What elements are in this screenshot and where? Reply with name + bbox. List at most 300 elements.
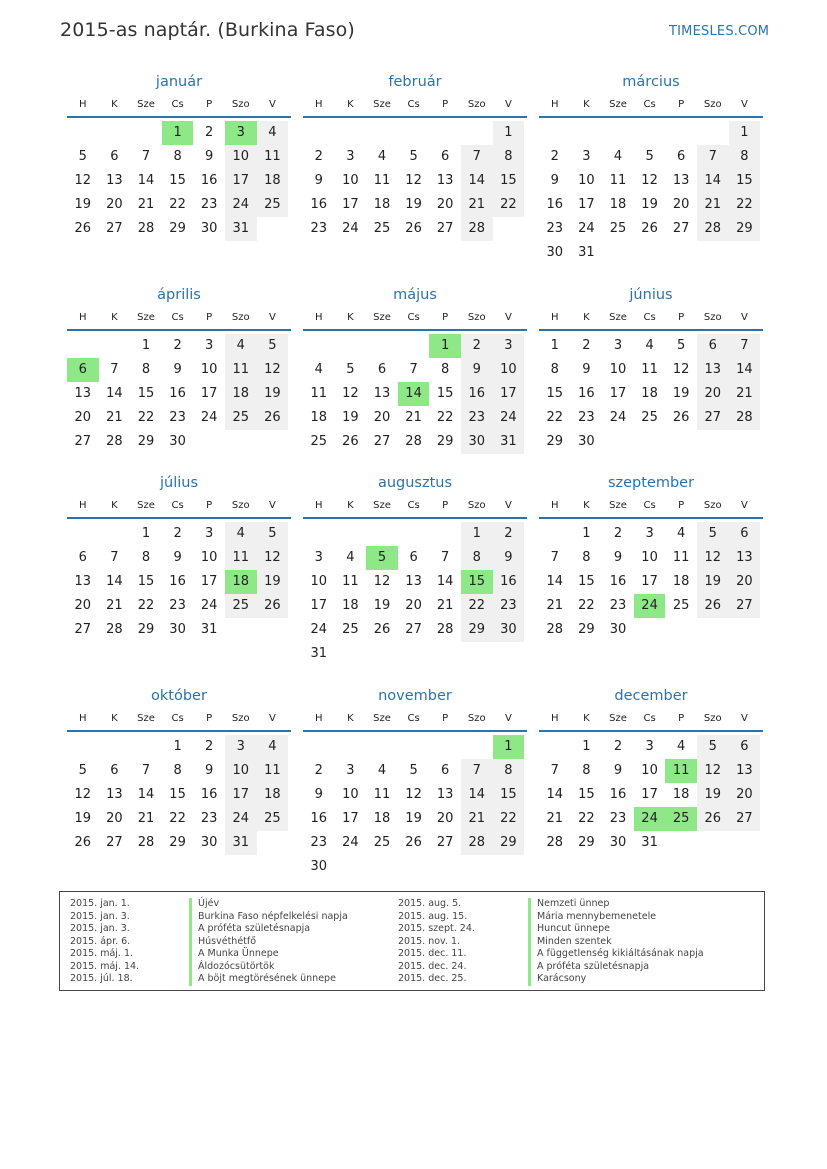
day-cell[interactable]: 18 bbox=[373, 811, 391, 826]
day-cell[interactable]: 23 bbox=[169, 598, 186, 613]
day-cell[interactable]: 29 bbox=[546, 434, 564, 449]
day-cell[interactable]: 24 bbox=[225, 193, 257, 217]
day-cell[interactable]: 26 bbox=[672, 410, 690, 425]
day-cell[interactable]: 18 bbox=[225, 570, 257, 594]
day-cell[interactable]: 8 bbox=[493, 759, 525, 783]
day-cell[interactable]: 3 bbox=[346, 763, 355, 778]
day-cell[interactable]: 3 bbox=[346, 149, 355, 164]
day-cell[interactable]: 10 bbox=[641, 763, 658, 778]
day-cell[interactable]: 20 bbox=[373, 410, 391, 425]
day-cell[interactable]: 14 bbox=[729, 358, 761, 382]
day-cell[interactable]: 10 bbox=[310, 574, 328, 589]
day-cell[interactable]: 13 bbox=[405, 574, 422, 589]
day-cell[interactable]: 28 bbox=[729, 406, 761, 430]
day-cell[interactable]: 15 bbox=[137, 574, 155, 589]
day-cell[interactable]: 26 bbox=[373, 622, 391, 637]
day-cell[interactable]: 11 bbox=[373, 787, 391, 802]
day-cell[interactable]: 1 bbox=[729, 121, 761, 145]
day-cell[interactable]: 11 bbox=[641, 362, 658, 377]
day-cell[interactable]: 15 bbox=[461, 570, 493, 594]
day-cell[interactable]: 20 bbox=[405, 598, 422, 613]
day-cell[interactable]: 30 bbox=[493, 618, 525, 642]
day-cell[interactable]: 31 bbox=[200, 622, 218, 637]
day-cell[interactable]: 30 bbox=[609, 622, 627, 637]
day-cell[interactable]: 5 bbox=[697, 522, 729, 546]
day-cell[interactable]: 10 bbox=[342, 173, 359, 188]
day-cell[interactable]: 16 bbox=[310, 197, 328, 212]
day-cell[interactable]: 6 bbox=[677, 149, 686, 164]
day-cell[interactable]: 3 bbox=[225, 735, 257, 759]
day-cell[interactable]: 27 bbox=[74, 622, 92, 637]
day-cell[interactable]: 2 bbox=[173, 526, 182, 541]
day-cell[interactable]: 16 bbox=[461, 382, 493, 406]
day-cell[interactable]: 26 bbox=[405, 835, 422, 850]
day-cell[interactable]: 31 bbox=[310, 646, 328, 661]
day-cell[interactable]: 19 bbox=[697, 783, 729, 807]
day-cell[interactable]: 6 bbox=[110, 149, 119, 164]
day-cell[interactable]: 18 bbox=[225, 382, 257, 406]
day-cell[interactable]: 16 bbox=[493, 570, 525, 594]
day-cell[interactable]: 22 bbox=[546, 410, 564, 425]
day-cell[interactable]: 27 bbox=[672, 221, 690, 236]
day-cell[interactable]: 12 bbox=[641, 173, 658, 188]
day-cell[interactable]: 8 bbox=[141, 550, 151, 565]
day-cell[interactable]: 3 bbox=[205, 338, 214, 353]
day-cell[interactable]: 21 bbox=[729, 382, 761, 406]
day-cell[interactable]: 15 bbox=[546, 386, 564, 401]
day-cell[interactable]: 11 bbox=[257, 145, 289, 169]
day-cell[interactable]: 20 bbox=[74, 410, 92, 425]
day-cell[interactable]: 7 bbox=[110, 550, 119, 565]
day-cell[interactable]: 28 bbox=[461, 831, 493, 855]
day-cell[interactable]: 17 bbox=[225, 169, 257, 193]
day-cell[interactable]: 16 bbox=[200, 787, 218, 802]
day-cell[interactable]: 7 bbox=[141, 149, 151, 164]
day-cell[interactable]: 19 bbox=[74, 197, 92, 212]
day-cell[interactable]: 18 bbox=[373, 197, 391, 212]
day-cell[interactable]: 17 bbox=[342, 811, 359, 826]
day-cell[interactable]: 22 bbox=[169, 811, 186, 826]
day-cell[interactable]: 14 bbox=[137, 787, 155, 802]
day-cell[interactable]: 10 bbox=[578, 173, 595, 188]
day-cell[interactable]: 22 bbox=[436, 410, 454, 425]
day-cell[interactable]: 8 bbox=[493, 145, 525, 169]
day-cell[interactable]: 25 bbox=[609, 221, 627, 236]
day-cell[interactable]: 13 bbox=[436, 173, 454, 188]
day-cell[interactable]: 5 bbox=[645, 149, 654, 164]
day-cell[interactable]: 13 bbox=[106, 787, 123, 802]
day-cell[interactable]: 14 bbox=[461, 169, 493, 193]
day-cell[interactable]: 13 bbox=[729, 759, 761, 783]
day-cell[interactable]: 26 bbox=[697, 594, 729, 618]
day-cell[interactable]: 31 bbox=[578, 245, 595, 260]
day-cell[interactable]: 11 bbox=[225, 358, 257, 382]
day-cell[interactable]: 9 bbox=[461, 358, 493, 382]
day-cell[interactable]: 1 bbox=[141, 338, 151, 353]
day-cell[interactable]: 21 bbox=[697, 193, 729, 217]
day-cell[interactable]: 20 bbox=[106, 811, 123, 826]
day-cell[interactable]: 27 bbox=[729, 594, 761, 618]
day-cell[interactable]: 13 bbox=[106, 173, 123, 188]
day-cell[interactable]: 24 bbox=[634, 807, 666, 831]
day-cell[interactable]: 1 bbox=[493, 735, 525, 759]
day-cell[interactable]: 15 bbox=[137, 386, 155, 401]
day-cell[interactable]: 27 bbox=[729, 807, 761, 831]
day-cell[interactable]: 27 bbox=[74, 434, 92, 449]
day-cell[interactable]: 8 bbox=[461, 546, 493, 570]
day-cell[interactable]: 4 bbox=[645, 338, 654, 353]
day-cell[interactable]: 10 bbox=[342, 787, 359, 802]
day-cell[interactable]: 12 bbox=[373, 574, 391, 589]
day-cell[interactable]: 22 bbox=[169, 197, 186, 212]
day-cell[interactable]: 2 bbox=[582, 338, 591, 353]
day-cell[interactable]: 11 bbox=[665, 759, 697, 783]
day-cell[interactable]: 20 bbox=[436, 197, 454, 212]
day-cell[interactable]: 6 bbox=[78, 550, 87, 565]
day-cell[interactable]: 13 bbox=[74, 574, 92, 589]
day-cell[interactable]: 15 bbox=[169, 173, 186, 188]
day-cell[interactable]: 30 bbox=[578, 434, 595, 449]
day-cell[interactable]: 26 bbox=[697, 807, 729, 831]
day-cell[interactable]: 17 bbox=[609, 386, 627, 401]
day-cell[interactable]: 10 bbox=[200, 550, 218, 565]
day-cell[interactable]: 28 bbox=[546, 835, 564, 850]
day-cell[interactable]: 19 bbox=[405, 197, 422, 212]
day-cell[interactable]: 15 bbox=[436, 386, 454, 401]
day-cell[interactable]: 24 bbox=[493, 406, 525, 430]
day-cell[interactable]: 27 bbox=[436, 835, 454, 850]
day-cell[interactable]: 21 bbox=[405, 410, 422, 425]
day-cell[interactable]: 3 bbox=[582, 149, 591, 164]
day-cell[interactable]: 29 bbox=[493, 831, 525, 855]
day-cell[interactable]: 16 bbox=[546, 197, 564, 212]
day-cell[interactable]: 11 bbox=[257, 759, 289, 783]
day-cell[interactable]: 7 bbox=[461, 759, 493, 783]
day-cell[interactable]: 16 bbox=[310, 811, 328, 826]
day-cell[interactable]: 17 bbox=[310, 598, 328, 613]
day-cell[interactable]: 17 bbox=[641, 787, 658, 802]
day-cell[interactable]: 20 bbox=[729, 570, 761, 594]
day-cell[interactable]: 23 bbox=[493, 594, 525, 618]
day-cell[interactable]: 11 bbox=[609, 173, 627, 188]
day-cell[interactable]: 6 bbox=[729, 522, 761, 546]
day-cell[interactable]: 7 bbox=[550, 763, 559, 778]
day-cell[interactable]: 19 bbox=[697, 570, 729, 594]
day-cell[interactable]: 22 bbox=[578, 811, 595, 826]
site-link[interactable]: TIMESLES.COM bbox=[669, 24, 770, 39]
day-cell[interactable]: 15 bbox=[169, 787, 186, 802]
day-cell[interactable]: 19 bbox=[373, 598, 391, 613]
day-cell[interactable]: 1 bbox=[461, 522, 493, 546]
day-cell[interactable]: 27 bbox=[373, 434, 391, 449]
day-cell[interactable]: 10 bbox=[225, 145, 257, 169]
day-cell[interactable]: 5 bbox=[677, 338, 686, 353]
day-cell[interactable]: 9 bbox=[173, 362, 182, 377]
day-cell[interactable]: 10 bbox=[225, 759, 257, 783]
day-cell[interactable]: 14 bbox=[106, 574, 123, 589]
day-cell[interactable]: 22 bbox=[493, 807, 525, 831]
day-cell[interactable]: 6 bbox=[110, 763, 119, 778]
day-cell[interactable]: 4 bbox=[677, 739, 686, 754]
day-cell[interactable]: 14 bbox=[546, 787, 564, 802]
day-cell[interactable]: 25 bbox=[641, 410, 658, 425]
day-cell[interactable]: 14 bbox=[436, 574, 454, 589]
day-cell[interactable]: 8 bbox=[729, 145, 761, 169]
day-cell[interactable]: 26 bbox=[74, 221, 92, 236]
day-cell[interactable]: 10 bbox=[641, 550, 658, 565]
day-cell[interactable]: 11 bbox=[342, 574, 359, 589]
day-cell[interactable]: 30 bbox=[169, 434, 186, 449]
day-cell[interactable]: 4 bbox=[314, 362, 323, 377]
day-cell[interactable]: 28 bbox=[137, 835, 155, 850]
day-cell[interactable]: 20 bbox=[729, 783, 761, 807]
day-cell[interactable]: 26 bbox=[641, 221, 658, 236]
day-cell[interactable]: 7 bbox=[110, 362, 119, 377]
day-cell[interactable]: 23 bbox=[578, 410, 595, 425]
day-cell[interactable]: 1 bbox=[582, 739, 591, 754]
day-cell[interactable]: 27 bbox=[106, 221, 123, 236]
day-cell[interactable]: 16 bbox=[609, 787, 627, 802]
day-cell[interactable]: 23 bbox=[310, 835, 328, 850]
day-cell[interactable]: 21 bbox=[106, 598, 123, 613]
day-cell[interactable]: 9 bbox=[582, 362, 591, 377]
day-cell[interactable]: 7 bbox=[141, 763, 151, 778]
day-cell[interactable]: 30 bbox=[169, 622, 186, 637]
day-cell[interactable]: 23 bbox=[200, 811, 218, 826]
day-cell[interactable]: 3 bbox=[225, 121, 257, 145]
day-cell[interactable]: 25 bbox=[257, 807, 289, 831]
day-cell[interactable]: 5 bbox=[257, 522, 289, 546]
day-cell[interactable]: 23 bbox=[609, 811, 627, 826]
day-cell[interactable]: 24 bbox=[225, 807, 257, 831]
day-cell[interactable]: 15 bbox=[493, 783, 525, 807]
day-cell[interactable]: 19 bbox=[74, 811, 92, 826]
day-cell[interactable]: 14 bbox=[546, 574, 564, 589]
day-cell[interactable]: 18 bbox=[310, 410, 328, 425]
day-cell[interactable]: 25 bbox=[665, 807, 697, 831]
day-cell[interactable]: 19 bbox=[641, 197, 658, 212]
day-cell[interactable]: 16 bbox=[169, 386, 186, 401]
day-cell[interactable]: 5 bbox=[409, 763, 418, 778]
day-cell[interactable]: 18 bbox=[342, 598, 359, 613]
day-cell[interactable]: 15 bbox=[578, 574, 595, 589]
day-cell[interactable]: 28 bbox=[697, 217, 729, 241]
day-cell[interactable]: 3 bbox=[645, 526, 654, 541]
day-cell[interactable]: 26 bbox=[257, 594, 289, 618]
day-cell[interactable]: 12 bbox=[257, 358, 289, 382]
day-cell[interactable]: 13 bbox=[373, 386, 391, 401]
day-cell[interactable]: 8 bbox=[582, 550, 591, 565]
day-cell[interactable]: 27 bbox=[405, 622, 422, 637]
day-cell[interactable]: 29 bbox=[578, 622, 595, 637]
day-cell[interactable]: 30 bbox=[310, 859, 328, 874]
day-cell[interactable]: 6 bbox=[441, 149, 450, 164]
day-cell[interactable]: 9 bbox=[205, 763, 214, 778]
day-cell[interactable]: 21 bbox=[137, 811, 155, 826]
day-cell[interactable]: 20 bbox=[697, 382, 729, 406]
day-cell[interactable]: 20 bbox=[672, 197, 690, 212]
day-cell[interactable]: 6 bbox=[441, 763, 450, 778]
day-cell[interactable]: 29 bbox=[436, 434, 454, 449]
day-cell[interactable]: 4 bbox=[613, 149, 623, 164]
day-cell[interactable]: 12 bbox=[74, 787, 92, 802]
day-cell[interactable]: 2 bbox=[314, 763, 323, 778]
day-cell[interactable]: 14 bbox=[461, 783, 493, 807]
day-cell[interactable]: 23 bbox=[461, 406, 493, 430]
day-cell[interactable]: 27 bbox=[436, 221, 454, 236]
day-cell[interactable]: 23 bbox=[310, 221, 328, 236]
day-cell[interactable]: 4 bbox=[225, 522, 257, 546]
day-cell[interactable]: 24 bbox=[200, 598, 218, 613]
day-cell[interactable]: 9 bbox=[613, 550, 623, 565]
day-cell[interactable]: 14 bbox=[137, 173, 155, 188]
day-cell[interactable]: 15 bbox=[578, 787, 595, 802]
day-cell[interactable]: 3 bbox=[613, 338, 623, 353]
day-cell[interactable]: 12 bbox=[405, 173, 422, 188]
day-cell[interactable]: 4 bbox=[677, 526, 686, 541]
day-cell[interactable]: 4 bbox=[346, 550, 355, 565]
day-cell[interactable]: 12 bbox=[342, 386, 359, 401]
day-cell[interactable]: 30 bbox=[461, 430, 493, 454]
day-cell[interactable]: 16 bbox=[169, 574, 186, 589]
day-cell[interactable]: 30 bbox=[609, 835, 627, 850]
day-cell[interactable]: 21 bbox=[436, 598, 454, 613]
day-cell[interactable]: 24 bbox=[200, 410, 218, 425]
day-cell[interactable]: 20 bbox=[74, 598, 92, 613]
day-cell[interactable]: 30 bbox=[200, 835, 218, 850]
day-cell[interactable]: 9 bbox=[314, 173, 323, 188]
day-cell[interactable]: 9 bbox=[205, 149, 214, 164]
day-cell[interactable]: 1 bbox=[429, 334, 461, 358]
day-cell[interactable]: 9 bbox=[493, 546, 525, 570]
day-cell[interactable]: 3 bbox=[645, 739, 654, 754]
day-cell[interactable]: 5 bbox=[346, 362, 355, 377]
day-cell[interactable]: 15 bbox=[729, 169, 761, 193]
day-cell[interactable]: 29 bbox=[169, 835, 186, 850]
day-cell[interactable]: 1 bbox=[582, 526, 591, 541]
day-cell[interactable]: 7 bbox=[729, 334, 761, 358]
day-cell[interactable]: 4 bbox=[257, 735, 289, 759]
day-cell[interactable]: 29 bbox=[169, 221, 186, 236]
day-cell[interactable]: 14 bbox=[106, 386, 123, 401]
day-cell[interactable]: 25 bbox=[225, 594, 257, 618]
day-cell[interactable]: 11 bbox=[310, 386, 328, 401]
day-cell[interactable]: 12 bbox=[697, 546, 729, 570]
day-cell[interactable]: 13 bbox=[729, 546, 761, 570]
day-cell[interactable]: 22 bbox=[461, 594, 493, 618]
day-cell[interactable]: 7 bbox=[441, 550, 450, 565]
day-cell[interactable]: 10 bbox=[493, 358, 525, 382]
day-cell[interactable]: 25 bbox=[225, 406, 257, 430]
day-cell[interactable]: 21 bbox=[546, 811, 564, 826]
day-cell[interactable]: 2 bbox=[314, 149, 323, 164]
day-cell[interactable]: 21 bbox=[106, 410, 123, 425]
day-cell[interactable]: 26 bbox=[405, 221, 422, 236]
day-cell[interactable]: 16 bbox=[578, 386, 595, 401]
day-cell[interactable]: 31 bbox=[641, 835, 658, 850]
day-cell[interactable]: 18 bbox=[672, 787, 690, 802]
day-cell[interactable]: 6 bbox=[377, 362, 387, 377]
day-cell[interactable]: 19 bbox=[672, 386, 690, 401]
day-cell[interactable]: 1 bbox=[550, 338, 559, 353]
day-cell[interactable]: 9 bbox=[173, 550, 182, 565]
day-cell[interactable]: 22 bbox=[493, 193, 525, 217]
day-cell[interactable]: 4 bbox=[377, 763, 387, 778]
day-cell[interactable]: 5 bbox=[697, 735, 729, 759]
day-cell[interactable]: 8 bbox=[550, 362, 559, 377]
day-cell[interactable]: 12 bbox=[697, 759, 729, 783]
day-cell[interactable]: 8 bbox=[141, 362, 151, 377]
day-cell[interactable]: 27 bbox=[697, 406, 729, 430]
day-cell[interactable]: 8 bbox=[173, 149, 182, 164]
day-cell[interactable]: 4 bbox=[377, 149, 387, 164]
day-cell[interactable]: 29 bbox=[137, 434, 155, 449]
day-cell[interactable]: 23 bbox=[200, 197, 218, 212]
day-cell[interactable]: 7 bbox=[697, 145, 729, 169]
day-cell[interactable]: 31 bbox=[493, 430, 525, 454]
day-cell[interactable]: 21 bbox=[546, 598, 564, 613]
day-cell[interactable]: 22 bbox=[137, 598, 155, 613]
day-cell[interactable]: 18 bbox=[257, 169, 289, 193]
day-cell[interactable]: 12 bbox=[74, 173, 92, 188]
day-cell[interactable]: 28 bbox=[461, 217, 493, 241]
day-cell[interactable]: 8 bbox=[582, 763, 591, 778]
day-cell[interactable]: 18 bbox=[609, 197, 627, 212]
day-cell[interactable]: 24 bbox=[609, 410, 627, 425]
day-cell[interactable]: 18 bbox=[672, 574, 690, 589]
day-cell[interactable]: 2 bbox=[613, 739, 623, 754]
day-cell[interactable]: 29 bbox=[461, 618, 493, 642]
day-cell[interactable]: 10 bbox=[609, 362, 627, 377]
day-cell[interactable]: 27 bbox=[106, 835, 123, 850]
day-cell[interactable]: 11 bbox=[373, 173, 391, 188]
day-cell[interactable]: 2 bbox=[205, 739, 214, 754]
day-cell[interactable]: 24 bbox=[634, 594, 666, 618]
day-cell[interactable]: 6 bbox=[409, 550, 418, 565]
day-cell[interactable]: 22 bbox=[137, 410, 155, 425]
day-cell[interactable]: 8 bbox=[441, 362, 450, 377]
day-cell[interactable]: 22 bbox=[729, 193, 761, 217]
day-cell[interactable]: 21 bbox=[461, 807, 493, 831]
day-cell[interactable]: 25 bbox=[342, 622, 359, 637]
day-cell[interactable]: 24 bbox=[342, 221, 359, 236]
day-cell[interactable]: 23 bbox=[169, 410, 186, 425]
day-cell[interactable]: 25 bbox=[257, 193, 289, 217]
day-cell[interactable]: 13 bbox=[436, 787, 454, 802]
day-cell[interactable]: 5 bbox=[409, 149, 418, 164]
day-cell[interactable]: 28 bbox=[546, 622, 564, 637]
day-cell[interactable]: 23 bbox=[609, 598, 627, 613]
day-cell[interactable]: 7 bbox=[409, 362, 418, 377]
day-cell[interactable]: 4 bbox=[257, 121, 289, 145]
day-cell[interactable]: 10 bbox=[200, 362, 218, 377]
day-cell[interactable]: 30 bbox=[546, 245, 564, 260]
day-cell[interactable]: 17 bbox=[342, 197, 359, 212]
day-cell[interactable]: 31 bbox=[225, 831, 257, 855]
day-cell[interactable]: 1 bbox=[173, 739, 182, 754]
day-cell[interactable]: 28 bbox=[436, 622, 454, 637]
day-cell[interactable]: 9 bbox=[550, 173, 559, 188]
day-cell[interactable]: 3 bbox=[205, 526, 214, 541]
day-cell[interactable]: 13 bbox=[74, 386, 92, 401]
day-cell[interactable]: 2 bbox=[550, 149, 559, 164]
day-cell[interactable]: 12 bbox=[257, 546, 289, 570]
day-cell[interactable]: 12 bbox=[672, 362, 690, 377]
day-cell[interactable]: 26 bbox=[257, 406, 289, 430]
day-cell[interactable]: 18 bbox=[257, 783, 289, 807]
day-cell[interactable]: 20 bbox=[436, 811, 454, 826]
day-cell[interactable]: 3 bbox=[314, 550, 323, 565]
